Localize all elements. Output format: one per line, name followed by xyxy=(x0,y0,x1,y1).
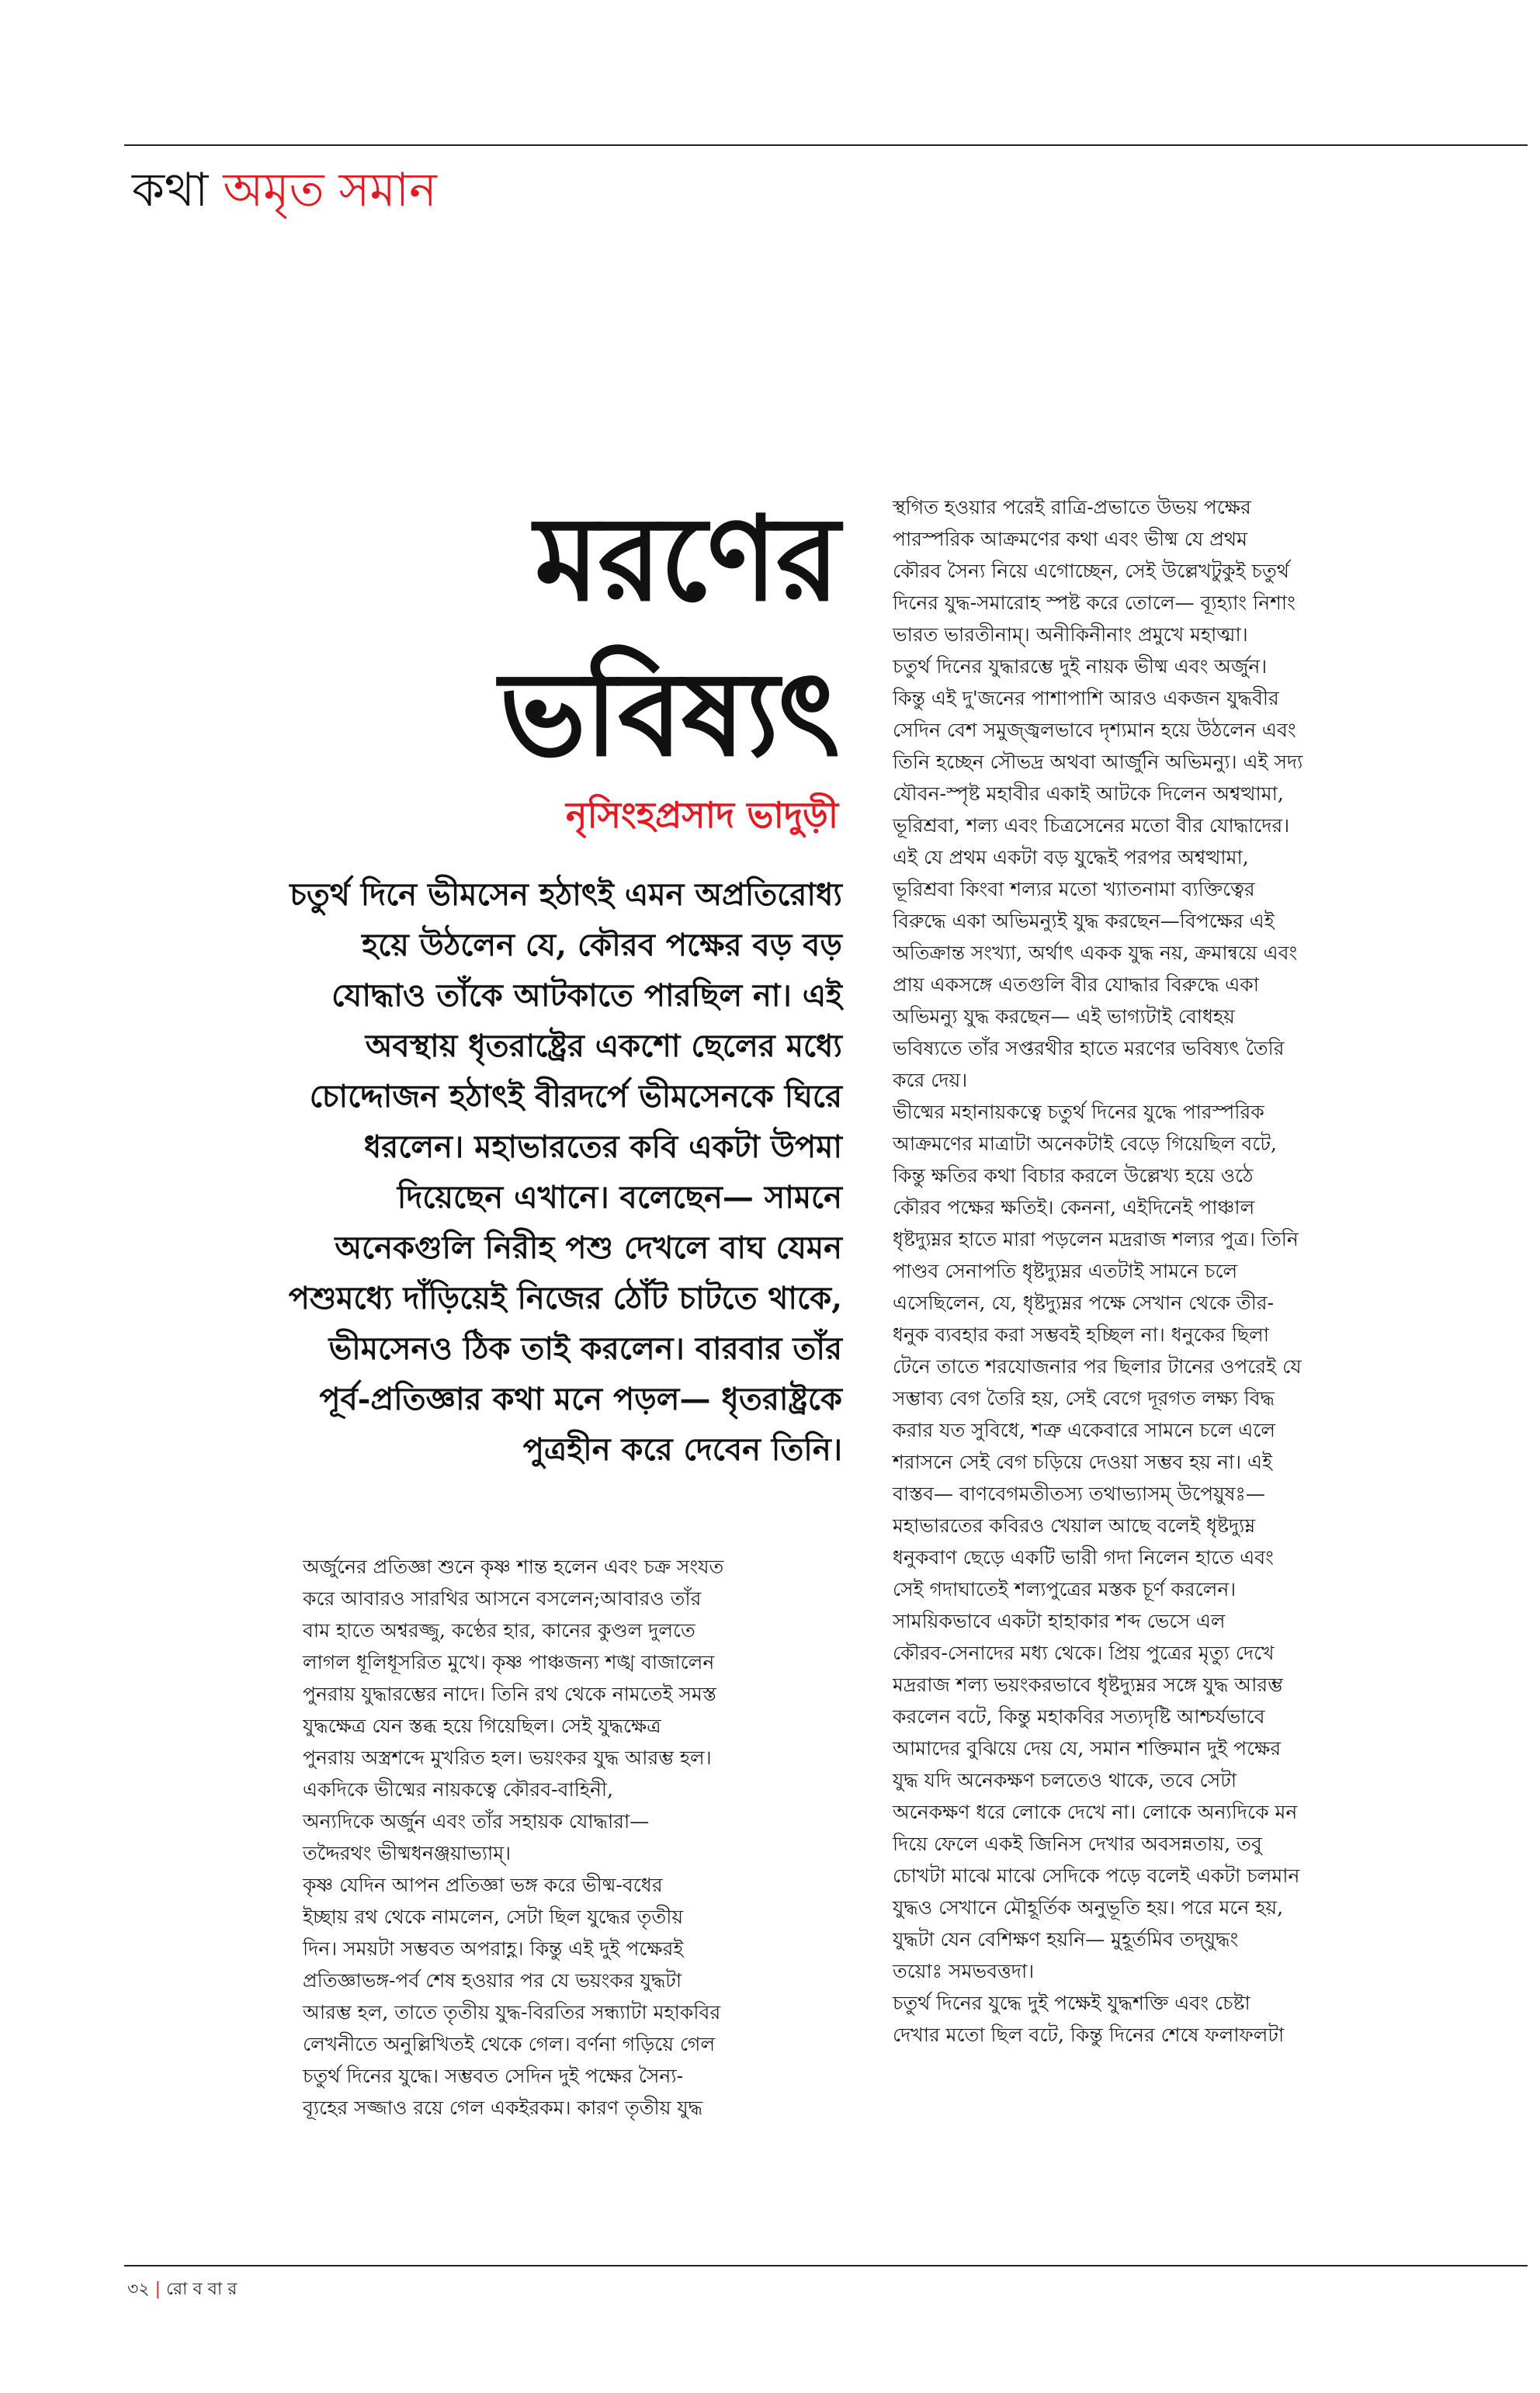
text-line: পাণ্ডব সেনাপতি ধৃষ্টদ্যুম্নর এতটাই সামনে চলে xyxy=(893,1260,1238,1282)
article-title xyxy=(450,481,838,792)
text-line: মদ্ররাজ শল্য ভয়ংকরভাবে ধৃষ্টদ্যুম্নর সঙ্গে যুদ্ধ আরম্ভ xyxy=(893,1673,1283,1696)
top-rule xyxy=(124,144,1528,146)
author-byline: নৃসিংহপ্রসাদ ভাদুড়ী xyxy=(566,794,838,836)
text-line: অভিমন্যু যুদ্ধ করছেন— এই ভাগ্যটাই বোধহয় xyxy=(893,1005,1235,1028)
text-line: চতুর্থ দিনের যুদ্ধারম্ভে দুই নায়ক ভীষ্ম এবং অর্জুন। xyxy=(893,655,1268,678)
text-line: সাময়িকভাবে একটা হাহাকার শব্দ ভেসে এল xyxy=(893,1610,1226,1632)
page-footer xyxy=(127,2274,237,2305)
intro-line: ধরলেন। মহাভারতের কবি একটা উপমা xyxy=(363,1129,842,1165)
page-number: ৩২ xyxy=(127,2280,150,2299)
intro-line: পশুমধ্যে দাঁড়িয়েই নিজের ঠোঁট চাটতে থাকে, xyxy=(288,1280,842,1316)
text-line: করে দেয়। xyxy=(893,1069,968,1091)
text-line: ভূরিশ্রবা, শল্য এবং চিত্রসেনের মতো বীর যোদ্ধাদের। xyxy=(893,814,1290,837)
text-line: টেনে তাতে শরযোজনার পর ছিলার টানের ওপরেই যে xyxy=(893,1355,1302,1378)
text-line: পুনরায় যুদ্ধারম্ভের নাদে। তিনি রথ থেকে নামতেই সমস্ত xyxy=(303,1683,716,1705)
text-line: তয়োঃ সমভবত্তদা। xyxy=(893,1960,1035,1982)
text-line: কৌরব-সেনাদের মধ্য থেকে। প্রিয় পুত্রের মৃত্যু দেখে xyxy=(893,1642,1275,1664)
text-line: সেই গদাঘাতেই শল্যপুত্রের মস্তক চূর্ণ করলেন। xyxy=(893,1578,1237,1601)
text-line: যুদ্ধ যদি অনেকক্ষণ চলতেও থাকে, তবে সেটা xyxy=(893,1769,1237,1791)
text-line: সেদিন বেশ সমুজ্জ্বলভাবে দৃশ্যমান হয়ে উঠলেন এবং xyxy=(893,719,1296,741)
text-line: ভবিষ্যতে তাঁর সপ্তরথীর হাতে মরণের ভবিষ্যৎ তৈরি xyxy=(893,1037,1285,1060)
text-line: সম্ভাব্য বেগ তৈরি হয়, সেই বেগে দূরগত লক্ষ্য বিদ্ধ xyxy=(893,1387,1275,1410)
text-line: করে আবারও সারথির আসনে বসলেন;আবারও তাঁর xyxy=(303,1587,702,1610)
intro-line: যোদ্ধাও তাঁকে আটকাতে পারছিল না। এই xyxy=(331,977,842,1014)
bottom-rule xyxy=(124,2265,1528,2266)
text-line: প্রতিজ্ঞাভঙ্গ-পর্ব শেষ হওয়ার পর যে ভয়ংকর যুদ্ধটা xyxy=(303,1969,682,1992)
text-line: ধনুক ব্যবহার করা সম্ভবই হচ্ছিল না। ধনুকের ছিলা xyxy=(893,1323,1270,1346)
intro-line: পূর্ব-প্রতিজ্ঞার কথা মনে পড়ল— ধৃতরাষ্ট্রকে xyxy=(319,1381,842,1417)
text-line: ভীষ্মের মহানায়কত্বে চতুর্থ দিনের যুদ্ধে পারস্পরিক xyxy=(893,1101,1264,1123)
text-line: এই যে প্রথম একটা বড় যুদ্ধেই পরপর অশ্বত্থামা, xyxy=(893,846,1249,869)
text-line: চতুর্থ দিনের যুদ্ধে দুই পক্ষেই যুদ্ধশক্তি এবং চেষ্টা xyxy=(893,1992,1250,2014)
text-line: লাগল ধূলিধূসরিত মুখে। কৃষ্ণ পাঞ্চজন্য শঙ্খ বাজালেন xyxy=(303,1651,715,1673)
text-line: যুদ্ধক্ষেত্র যেন স্তব্ধ হয়ে গিয়েছিল। সেই যুদ্ধক্ষেত্র xyxy=(303,1715,661,1737)
text-line: করার যত সুবিধে, শত্রু একেবারে সামনে চলে এলে xyxy=(893,1419,1275,1441)
text-line: করলেন বটে, কিন্তু মহাকবির সত্যদৃষ্টি আশ্চর্যভাবে xyxy=(893,1705,1265,1728)
intro-line: পুত্রহীন করে দেবেন তিনি। xyxy=(522,1431,842,1468)
intro-line: চোদ্দোজন হঠাৎই বীরদর্পে ভীমসেনকে ঘিরে xyxy=(309,1078,842,1115)
text-line: বিরুদ্ধে একা অভিমন্যুই যুদ্ধ করছেন—বিপক্ষের এই xyxy=(893,910,1275,932)
text-line: ধনুকবাণ ছেড়ে একটি ভারী গদা নিলেন হাতে এবং xyxy=(893,1546,1274,1569)
section-header xyxy=(132,159,437,221)
text-line: প্রায় একসঙ্গে এতগুলি বীর যোদ্ধার বিরুদ্ধে একা xyxy=(893,973,1260,996)
magazine-name: রো ব বা র xyxy=(166,2280,238,2299)
body-column-right xyxy=(893,491,1413,2051)
intro-line: দিয়েছেন এখানে। বলেছেন— সামনে xyxy=(397,1179,842,1216)
section-header-word1: কথা xyxy=(132,163,209,217)
title-line: ভবিষ্যৎ xyxy=(499,646,838,782)
text-line: যুদ্ধও সেখানে মৌহূর্তিক অনুভূতি হয়। পরে মনে হয়, xyxy=(893,1896,1284,1919)
intro-line: ভীমসেনও ঠিক তাই করলেন। বারবার তাঁর xyxy=(328,1330,842,1367)
text-line: দিনের যুদ্ধ-সমারোহ স্পষ্ট করে তোলে— ব্যূহ্যাং নিশাং xyxy=(893,591,1295,614)
text-line: চোখটা মাঝে মাঝে সেদিকে পড়ে বলেই একটা চলমান xyxy=(893,1864,1300,1887)
text-line: কৌরব পক্ষের ক্ষতিই। কেননা, এইদিনেই পাঞ্চাল xyxy=(893,1196,1255,1219)
text-line: দেখার মতো ছিল বটে, কিন্তু দিনের শেষে ফলাফলটা xyxy=(893,2024,1285,2046)
text-line: তদ্দৈরথং ভীষ্মধনঞ্জয়াভ্যাম্। xyxy=(303,1842,512,1864)
text-line: বাস্তব— বাণবেগমতীতস্য তথাভ্যাসম্ উপেয়ুষঃ— xyxy=(893,1483,1265,1505)
text-line: লেখনীতে অনুল্লিখিতই থেকে গেল। বর্ণনা গড়িয়ে গেল xyxy=(303,2033,716,2055)
intro-paragraph xyxy=(140,869,842,1475)
intro-line: অনেকগুলি নিরীহ পশু দেখলে বাঘ যেমন xyxy=(335,1229,842,1266)
text-line: মহাভারতের কবিরও খেয়াল আছে বলেই ধৃষ্টদ্যুম্ন xyxy=(893,1514,1256,1537)
text-line: কৃষ্ণ যেদিন আপন প্রতিজ্ঞা ভঙ্গ করে ভীষ্ম-বধের xyxy=(303,1874,663,1896)
text-line: অন্যদিকে অর্জুন এবং তাঁর সহায়ক যোদ্ধারা— xyxy=(303,1810,650,1833)
text-line: পারস্পরিক আক্রমণের কথা এবং ভীষ্ম যে প্রথম xyxy=(893,528,1247,550)
text-line: ইচ্ছায় রথ থেকে নামলেন, সেটা ছিল যুদ্ধের তৃতীয় xyxy=(303,1906,684,1928)
text-line: আক্রমণের মাত্রাটা অনেকটাই বেড়ে গিয়েছিল বটে, xyxy=(893,1132,1277,1155)
intro-line: অবস্থায় ধৃতরাষ্ট্রের একশো ছেলের মধ্যে xyxy=(365,1028,842,1064)
text-line: আমাদের বুঝিয়ে দেয় যে, সমান শক্তিমান দুই পক্ষের xyxy=(893,1737,1282,1760)
text-line: ধৃষ্টদ্যুম্নর হাতে মারা পড়লেন মদ্ররাজ শল্যর পুত্র। তিনি xyxy=(893,1228,1299,1250)
text-line: ভূরিশ্রবা কিংবা শল্যর মতো খ্যাতনামা ব্যক্তিত্বের xyxy=(893,878,1255,900)
text-line: পুনরায় অস্ত্রশব্দে মুখরিত হল। ভয়ংকর যুদ্ধ আরম্ভ হল। xyxy=(303,1746,712,1769)
text-line: শরাসনে সেই বেগ চড়িয়ে দেওয়া সম্ভব হয় না। এই xyxy=(893,1451,1273,1473)
text-line: বাম হাতে অশ্বরজ্জু, কণ্ঠের হার, কানের কুণ্ডল দুলতে xyxy=(303,1619,695,1642)
intro-line: হয়ে উঠলেন যে, কৌরব পক্ষের বড় বড় xyxy=(362,927,842,963)
footer-separator: | xyxy=(154,2280,161,2299)
text-line: অনেকক্ষণ ধরে লোকে দেখে না। লোকে অন্যদিকে মন xyxy=(893,1801,1298,1823)
text-line: কিন্তু এই দু'জনের পাশাপাশি আরও একজন যুদ্ধবীর xyxy=(893,687,1279,709)
text-line: ব্যূহের সজ্জাও রয়ে গেল একইরকম। কারণ তৃতীয় যুদ্ধ xyxy=(303,2096,703,2119)
text-line: এসেছিলেন, যে, ধৃষ্টদ্যুম্নর পক্ষে সেখান থেকে তীর- xyxy=(893,1292,1275,1314)
text-line: যৌবন-স্পৃষ্ট মহাবীর একাই আটকে দিলেন অশ্বত্থামা, xyxy=(893,782,1284,805)
intro-line: চতুর্থ দিনে ভীমসেন হঠাৎই এমন অপ্রতিরোধ্য xyxy=(290,876,842,913)
text-line: ভারত ভারতীনাম্। অনীকিনীনাং প্রমুখে মহাত্মা। xyxy=(893,623,1248,646)
text-line: কিন্তু ক্ষতির কথা বিচার করলে উল্লেখ্য হয়ে ওঠে xyxy=(893,1164,1254,1187)
text-line: অতিক্রান্ত সংখ্যা, অর্থাৎ একক যুদ্ধ নয়, ক্রমান্বয়ে এবং xyxy=(893,942,1298,964)
section-header-word2: অমৃত সমান xyxy=(223,163,437,217)
title-line: মরণের xyxy=(534,491,838,627)
text-line: চতুর্থ দিনের যুদ্ধে। সম্ভবত সেদিন দুই পক্ষের সৈন্য- xyxy=(303,2065,684,2087)
text-line: অর্জুনের প্রতিজ্ঞা শুনে কৃষ্ণ শান্ত হলেন এবং চক্র সংযত xyxy=(303,1555,724,1578)
text-line: স্থগিত হওয়ার পরেই রাত্রি-প্রভাতে উভয় পক্ষের xyxy=(893,496,1251,518)
text-line: কৌরব সৈন্য নিয়ে এগোচ্ছেন, সেই উল্লেখটুকুই চতুর্থ xyxy=(893,560,1289,582)
body-column-left xyxy=(303,1551,838,2124)
text-line: দিন। সময়টা সম্ভবত অপরাহ্ণ। কিন্তু এই দুই পক্ষেরই xyxy=(303,1937,684,1960)
text-line: আরম্ভ হল, তাতে তৃতীয় যুদ্ধ-বিরতির সন্ধ্যাটা মহাকবির xyxy=(303,2001,721,2024)
text-line: দিয়ে ফেলে একই জিনিস দেখার অবসন্নতায়, তবু xyxy=(893,1833,1262,1855)
text-line: তিনি হচ্ছেন সৌভদ্র অথবা আর্জুনি অভিমন্যু। এই সদ্য xyxy=(893,751,1303,773)
text-line: একদিকে ভীষ্মের নায়কত্বে কৌরব-বাহিনী, xyxy=(303,1778,614,1801)
text-line: যুদ্ধটা যেন বেশিক্ষণ হয়নি— মুহূর্তমিব তদ্‌যুদ্ধং xyxy=(893,1928,1239,1951)
